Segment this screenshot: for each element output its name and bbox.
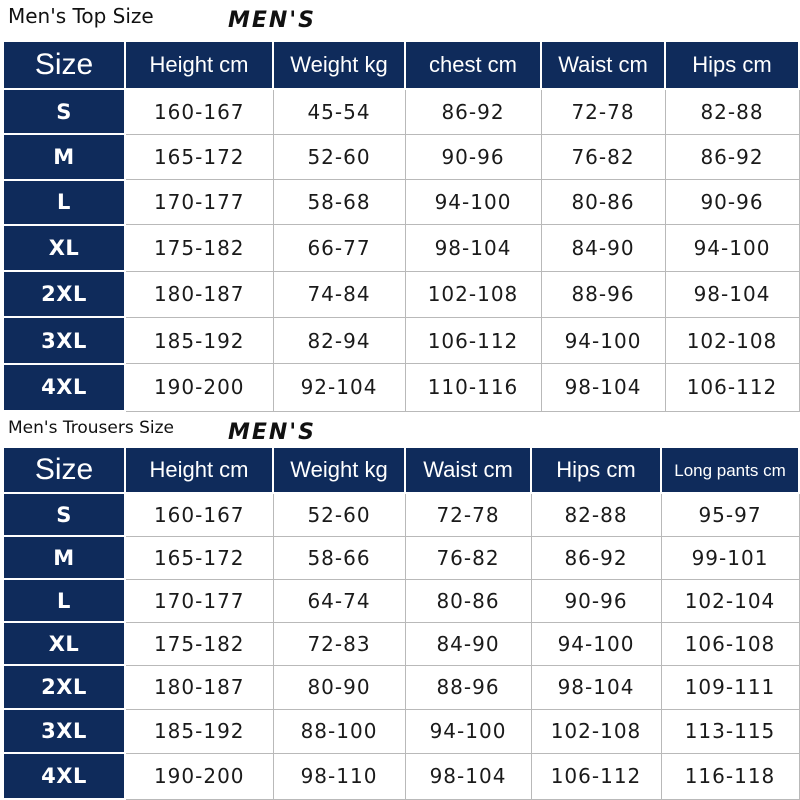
weight-cell: 98-110: [273, 753, 405, 799]
long-pants-cell: 99-101: [661, 536, 799, 579]
hips-cell: 94-100: [665, 225, 799, 271]
size-cell: S: [3, 89, 125, 134]
size-cell: 2XL: [3, 271, 125, 317]
size-cell: XL: [3, 622, 125, 665]
size-cell: L: [3, 579, 125, 622]
table-row: [3, 180, 799, 225]
height-cell: 170-177: [125, 579, 273, 622]
hips-cell: 98-104: [665, 271, 799, 317]
height-cell: 175-182: [125, 225, 273, 271]
height-cell: 165-172: [125, 134, 273, 179]
table-row: [3, 622, 799, 665]
chest-cell: 98-104: [405, 225, 541, 271]
weight-cell: 52-60: [273, 134, 405, 179]
column-header-chest: chest cm: [405, 41, 541, 89]
chest-cell: 90-96: [405, 134, 541, 179]
table-row: [3, 579, 799, 622]
hips-cell: 102-108: [665, 317, 799, 363]
chest-cell: 86-92: [405, 89, 541, 134]
long-pants-cell: 113-115: [661, 709, 799, 753]
table-row: [3, 225, 799, 271]
long-pants-cell: 102-104: [661, 579, 799, 622]
weight-cell: 58-68: [273, 180, 405, 225]
weight-cell: 52-60: [273, 493, 405, 536]
waist-cell: 80-86: [405, 579, 531, 622]
waist-cell: 72-78: [405, 493, 531, 536]
height-cell: 180-187: [125, 271, 273, 317]
hips-cell: 94-100: [531, 622, 661, 665]
chest-cell: 110-116: [405, 364, 541, 411]
waist-cell: 94-100: [541, 317, 665, 363]
chest-cell: 106-112: [405, 317, 541, 363]
waist-cell: 80-86: [541, 180, 665, 225]
long-pants-cell: 106-108: [661, 622, 799, 665]
table-row: [3, 665, 799, 709]
trousers-size-title: Men's Trousers Size: [8, 418, 174, 438]
table-row: [3, 134, 799, 179]
column-header-hips: Hips cm: [665, 41, 799, 89]
height-cell: 160-167: [125, 89, 273, 134]
chest-cell: 94-100: [405, 180, 541, 225]
top-brand-label: MEN'S: [228, 8, 316, 33]
trousers-brand-label: MEN'S: [228, 420, 316, 445]
hips-cell: 90-96: [665, 180, 799, 225]
weight-cell: 45-54: [273, 89, 405, 134]
size-cell: 3XL: [3, 709, 125, 753]
weight-cell: 80-90: [273, 665, 405, 709]
hips-cell: 82-88: [665, 89, 799, 134]
table-row: [3, 753, 799, 799]
weight-cell: 64-74: [273, 579, 405, 622]
hips-cell: 102-108: [531, 709, 661, 753]
size-cell: L: [3, 180, 125, 225]
size-cell: XL: [3, 225, 125, 271]
hips-cell: 106-112: [531, 753, 661, 799]
size-cell: M: [3, 134, 125, 179]
weight-cell: 88-100: [273, 709, 405, 753]
long-pants-cell: 109-111: [661, 665, 799, 709]
size-cell: M: [3, 536, 125, 579]
top-size-table: [2, 40, 800, 412]
waist-cell: 76-82: [405, 536, 531, 579]
height-cell: 160-167: [125, 493, 273, 536]
waist-cell: 88-96: [541, 271, 665, 317]
table-row: [3, 536, 799, 579]
height-cell: 175-182: [125, 622, 273, 665]
height-cell: 165-172: [125, 536, 273, 579]
weight-cell: 74-84: [273, 271, 405, 317]
height-cell: 190-200: [125, 364, 273, 411]
size-cell: 4XL: [3, 364, 125, 411]
waist-cell: 76-82: [541, 134, 665, 179]
table-row: [3, 709, 799, 753]
weight-cell: 82-94: [273, 317, 405, 363]
long-pants-cell: 116-118: [661, 753, 799, 799]
weight-cell: 66-77: [273, 225, 405, 271]
column-header-height: Height cm: [125, 447, 273, 493]
column-header-size: Size: [3, 447, 125, 493]
hips-cell: 82-88: [531, 493, 661, 536]
long-pants-cell: 95-97: [661, 493, 799, 536]
height-cell: 190-200: [125, 753, 273, 799]
size-cell: 3XL: [3, 317, 125, 363]
column-header-long-pants: Long pants cm: [661, 447, 799, 493]
height-cell: 180-187: [125, 665, 273, 709]
column-header-hips: Hips cm: [531, 447, 661, 493]
column-header-waist: Waist cm: [541, 41, 665, 89]
waist-cell: 98-104: [405, 753, 531, 799]
hips-cell: 98-104: [531, 665, 661, 709]
hips-cell: 90-96: [531, 579, 661, 622]
weight-cell: 92-104: [273, 364, 405, 411]
size-cell: S: [3, 493, 125, 536]
waist-cell: 84-90: [541, 225, 665, 271]
column-header-weight: Weight kg: [273, 447, 405, 493]
waist-cell: 94-100: [405, 709, 531, 753]
table-row: [3, 493, 799, 536]
weight-cell: 72-83: [273, 622, 405, 665]
column-header-size: Size: [3, 41, 125, 89]
table-row: [3, 89, 799, 134]
top-size-title: Men's Top Size: [8, 4, 154, 28]
waist-cell: 84-90: [405, 622, 531, 665]
size-cell: 4XL: [3, 753, 125, 799]
hips-cell: 86-92: [531, 536, 661, 579]
table-row: [3, 364, 799, 411]
weight-cell: 58-66: [273, 536, 405, 579]
column-header-height: Height cm: [125, 41, 273, 89]
waist-cell: 98-104: [541, 364, 665, 411]
table-row: [3, 317, 799, 363]
height-cell: 185-192: [125, 709, 273, 753]
waist-cell: 72-78: [541, 89, 665, 134]
hips-cell: 86-92: [665, 134, 799, 179]
trousers-size-table: [2, 446, 800, 800]
column-header-weight: Weight kg: [273, 41, 405, 89]
table-row: [3, 271, 799, 317]
column-header-waist: Waist cm: [405, 447, 531, 493]
chest-cell: 102-108: [405, 271, 541, 317]
size-cell: 2XL: [3, 665, 125, 709]
height-cell: 185-192: [125, 317, 273, 363]
hips-cell: 106-112: [665, 364, 799, 411]
waist-cell: 88-96: [405, 665, 531, 709]
height-cell: 170-177: [125, 180, 273, 225]
